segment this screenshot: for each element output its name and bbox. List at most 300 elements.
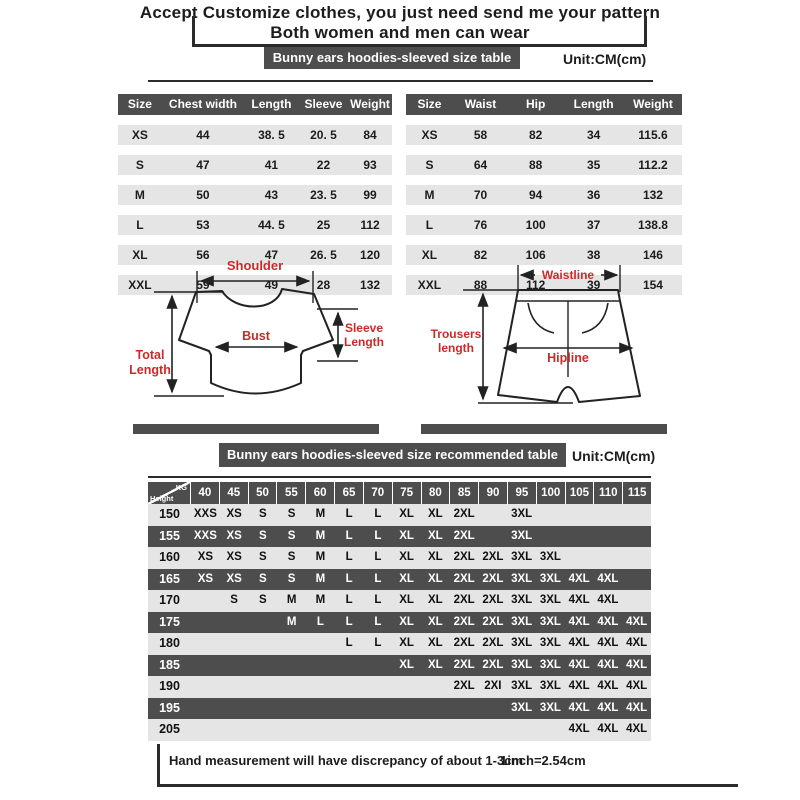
size-recommendation: XL [428, 637, 443, 649]
size-value: 43 [264, 188, 279, 202]
column-header: Size [417, 97, 442, 111]
total-length-label-2: Length [129, 363, 171, 377]
recommended-header-row [148, 482, 651, 504]
kg-column-header: 65 [335, 482, 363, 504]
size-recommendation: 4XL [568, 572, 590, 585]
size-recommendation [306, 676, 335, 698]
size-recommendation: S [259, 594, 267, 606]
size-table-header-row [406, 94, 682, 115]
recommended-row [148, 547, 651, 569]
bust-label: Bust [242, 329, 270, 343]
size-recommendation: M [315, 572, 326, 585]
size-value: 53 [196, 218, 210, 232]
divider-line [148, 80, 653, 82]
height-label: 150 [159, 507, 180, 521]
size-label: XXL [417, 278, 442, 292]
height-label: 190 [159, 679, 180, 693]
size-value: 44. 5 [258, 218, 285, 232]
size-table-row [118, 125, 392, 145]
kg-column-header: 95 [508, 482, 536, 504]
size-label: M [424, 188, 435, 202]
size-recommendation: L [345, 615, 353, 628]
size-recommendation: 4XL [626, 658, 648, 671]
size-recommendation: 2XL [482, 615, 504, 628]
size-recommendation: 4XL [568, 701, 590, 714]
size-recommendation [306, 633, 335, 655]
size-recommendation: 4XL [597, 572, 619, 585]
size-recommendation: 3XL [511, 615, 533, 628]
size-recommendation: S [259, 529, 267, 542]
size-value: 20. 5 [310, 128, 337, 142]
size-value: 88 [473, 278, 488, 292]
size-recommendation: XL [399, 551, 414, 563]
separator-bar-right [421, 424, 667, 434]
size-table-row [118, 215, 392, 235]
size-table-header-row [118, 94, 392, 115]
total-length-label-1: Total [135, 348, 165, 362]
height-label: 195 [159, 700, 180, 715]
column-header: Chest width [168, 97, 237, 111]
size-recommendation: XL [428, 508, 443, 520]
kg-column-header: 70 [364, 482, 392, 504]
hoodie-size-table-banner: Bunny ears hoodies-sleeved size table [264, 47, 520, 69]
size-label: XL [132, 248, 148, 262]
size-recommendation [479, 698, 508, 720]
waistline-label: Waistline [541, 268, 595, 282]
height-label: 155 [159, 528, 180, 543]
shoulder-label: Shoulder [226, 258, 284, 273]
corner-height-label: Height [150, 494, 174, 503]
shorts-outline [498, 290, 640, 402]
column-header: Weight [633, 97, 673, 111]
size-value: 34 [586, 128, 601, 142]
kg-column-header: 60 [306, 482, 334, 504]
size-recommendation: XS [197, 551, 214, 563]
size-recommendation: XL [428, 594, 443, 606]
size-recommendation: L [345, 551, 353, 563]
size-recommendation [191, 612, 220, 634]
size-recommendation: 4XL [568, 680, 590, 692]
size-recommendation: M [315, 551, 326, 563]
size-label: XXL [128, 278, 152, 292]
column-header: Length [573, 97, 614, 111]
size-recommendation: 4XL [568, 658, 590, 671]
recommended-row [148, 655, 651, 677]
size-recommendation: M [315, 508, 326, 520]
size-value: 70 [473, 188, 488, 202]
size-recommendation: L [345, 529, 353, 542]
size-recommendation: 4XL [568, 723, 590, 735]
size-value: 88 [529, 158, 543, 172]
height-label: 165 [159, 571, 180, 586]
size-recommendation [622, 526, 651, 548]
height-label: 180 [159, 636, 180, 650]
size-value: 94 [529, 188, 543, 202]
separator-bar-left [133, 424, 379, 434]
recommended-row [148, 612, 651, 634]
size-recommendation [335, 698, 364, 720]
recommended-row [148, 698, 651, 720]
size-value: 59 [196, 278, 210, 292]
inch-conversion: 1inch=2.54cm [500, 753, 586, 768]
size-recommendation: XL [399, 658, 414, 671]
column-header: Waist [464, 97, 497, 111]
size-recommendation: 3XL [511, 680, 533, 692]
size-recommendation: 3XL [539, 572, 561, 585]
size-recommendation [536, 504, 565, 526]
size-recommendation: 4XL [568, 615, 590, 628]
size-recommendation: 3XL [511, 594, 533, 606]
trousers-length-label-1: Trousers [430, 327, 482, 341]
sleeve-length-label-1: Sleeve [344, 321, 384, 335]
size-value: 47 [196, 158, 210, 172]
size-recommendation: 3XL [511, 658, 533, 671]
size-recommendation: XS [226, 508, 242, 520]
size-recommendation: S [287, 551, 296, 563]
size-recommendation: 3XL [511, 508, 533, 520]
recommended-size-table [148, 482, 651, 741]
size-label: XS [131, 128, 148, 142]
size-recommendation: 4XL [597, 594, 619, 606]
size-recommendation [392, 698, 421, 720]
size-table-row [406, 185, 682, 205]
size-recommendation: S [259, 551, 267, 563]
size-recommendation: XL [428, 615, 443, 628]
hipline-label: Hipline [547, 351, 589, 365]
size-value: 47 [264, 248, 279, 262]
size-value: 39 [586, 278, 601, 292]
size-recommendation [220, 655, 249, 677]
size-recommendation: S [287, 572, 296, 585]
size-recommendation: S [230, 594, 238, 606]
size-recommendation [249, 655, 278, 677]
size-recommendation: 4XL [626, 615, 648, 628]
size-recommendation [421, 698, 450, 720]
size-recommendation: 3XL [539, 551, 561, 563]
size-value: 49 [264, 278, 279, 292]
size-recommendation [335, 719, 364, 741]
height-label: 170 [159, 593, 180, 607]
size-recommendation [594, 526, 623, 548]
recommended-table-body [148, 504, 651, 741]
size-recommendation [392, 676, 421, 698]
size-recommendation: 4XL [568, 637, 590, 649]
size-recommendation: 2XL [453, 572, 475, 585]
sleeve-length-label-2: Length [344, 335, 384, 349]
size-recommendation [450, 698, 479, 720]
size-recommendation: 2XL [453, 529, 475, 542]
size-recommendation: XL [399, 637, 414, 649]
recommended-row [148, 504, 651, 526]
size-recommendation: L [345, 508, 353, 520]
size-recommendation [364, 655, 393, 677]
size-recommendation: XS [226, 529, 242, 542]
size-recommendation [536, 526, 565, 548]
size-recommendation [364, 698, 393, 720]
size-recommendation [306, 698, 335, 720]
size-table-row [406, 215, 682, 235]
size-recommendation: 2XL [453, 508, 475, 520]
divider-line-2 [148, 476, 651, 478]
size-value: 56 [196, 248, 210, 262]
size-recommendation: XXS [193, 508, 217, 520]
size-recommendation [622, 504, 651, 526]
size-value: 58 [473, 128, 488, 142]
size-value: 99 [363, 188, 377, 202]
recommended-row [148, 676, 651, 698]
column-header: Weight [350, 97, 390, 111]
size-recommendation [249, 633, 278, 655]
size-recommendation [335, 655, 364, 677]
size-recommendation: XL [399, 508, 414, 520]
size-recommendation [191, 633, 220, 655]
size-recommendation [565, 504, 594, 526]
size-value: 82 [473, 248, 488, 262]
size-recommendation: 4XL [597, 701, 619, 714]
size-recommendation: 3XL [539, 680, 561, 692]
size-recommendation: L [374, 637, 382, 649]
size-recommendation: L [374, 615, 382, 628]
page-title-line2: Both women and men can wear [270, 23, 530, 42]
size-recommendation: 3XL [511, 572, 533, 585]
size-recommendation [479, 504, 508, 526]
size-recommendation [306, 655, 335, 677]
size-recommendation: 3XL [539, 658, 561, 671]
size-recommendation: 3XL [511, 637, 533, 649]
size-value: 132 [642, 188, 663, 202]
column-header: Size [127, 97, 152, 111]
size-value: 112.2 [638, 158, 668, 172]
size-recommendation [622, 590, 651, 612]
trousers-length-label-2: length [438, 341, 474, 355]
kg-column-header: 45 [220, 482, 248, 504]
size-recommendation: XL [428, 658, 443, 671]
size-recommendation: M [315, 594, 326, 606]
size-recommendation: 2XL [482, 551, 504, 563]
height-label: 160 [159, 550, 180, 564]
size-value: 146 [642, 248, 663, 262]
size-recommendation [479, 719, 508, 741]
size-value: 82 [529, 128, 543, 142]
size-recommendation: L [345, 637, 353, 649]
recommended-table-banner: Bunny ears hoodies-sleeved size recommended table [219, 443, 566, 467]
size-recommendation: L [345, 572, 353, 585]
size-recommendation: 2XL [482, 637, 504, 649]
size-recommendation: 4XL [626, 637, 648, 649]
size-value: 154 [642, 278, 663, 292]
kg-column-header: 110 [594, 482, 622, 504]
measurement-note: Hand measurement will have discrepancy of about 1-3cm [169, 753, 524, 768]
size-recommendation [622, 547, 651, 569]
size-recommendation: XS [226, 551, 242, 563]
size-recommendation: XL [428, 572, 443, 585]
footer-bracket [157, 744, 738, 787]
size-recommendation: XL [399, 615, 414, 628]
size-value: 37 [586, 218, 601, 232]
size-recommendation [392, 719, 421, 741]
size-recommendation: 3XL [539, 615, 561, 628]
recommended-row [148, 569, 651, 591]
size-recommendation: 4XL [626, 701, 648, 714]
size-recommendation: 3XL [511, 701, 533, 714]
kg-column-header: 100 [537, 482, 565, 504]
size-value: 100 [525, 218, 546, 232]
size-label: S [135, 158, 144, 172]
size-recommendation [364, 719, 393, 741]
recommended-row [148, 719, 651, 741]
size-label: S [425, 158, 434, 172]
size-recommendation: XL [399, 572, 414, 585]
size-value: 112 [360, 218, 380, 232]
size-recommendation [220, 633, 249, 655]
size-value: 50 [196, 188, 210, 202]
size-recommendation: S [287, 508, 296, 520]
size-label: L [425, 218, 434, 232]
size-recommendation: XS [226, 572, 242, 585]
size-value: 38 [586, 248, 601, 262]
size-recommendation: L [374, 572, 382, 585]
corner-kg-label: KG [175, 483, 187, 492]
size-recommendation [277, 655, 306, 677]
size-recommendation: M [286, 615, 297, 628]
kg-column-header: 90 [479, 482, 507, 504]
size-recommendation: L [374, 529, 382, 542]
size-recommendation [565, 547, 594, 569]
size-recommendation [594, 547, 623, 569]
size-recommendation: 4XL [568, 594, 590, 606]
height-label: 175 [159, 614, 180, 629]
size-recommendation: 3XL [511, 551, 533, 563]
size-value: 25 [316, 218, 331, 232]
kg-column-header: 115 [623, 482, 651, 504]
size-recommendation [277, 698, 306, 720]
size-recommendation: 3XL [511, 529, 533, 542]
kg-column-header: 40 [191, 482, 219, 504]
size-recommendation [306, 719, 335, 741]
size-recommendation [507, 719, 536, 741]
size-value: 22 [316, 158, 331, 172]
size-recommendation: 4XL [597, 680, 619, 692]
size-value: 41 [264, 158, 279, 172]
size-table-row [118, 155, 392, 175]
size-recommendation: S [259, 508, 267, 520]
size-recommendation [622, 569, 651, 591]
size-label: XS [421, 128, 438, 142]
size-recommendation: 3XL [539, 701, 561, 714]
size-value: 120 [360, 248, 381, 262]
size-recommendation [277, 676, 306, 698]
size-value: 106 [525, 248, 546, 262]
size-recommendation: 2XL [482, 594, 504, 606]
size-recommendation: 2XL [453, 594, 475, 606]
size-recommendation: L [345, 594, 353, 606]
size-recommendation [450, 719, 479, 741]
size-recommendation: 4XL [597, 658, 619, 671]
size-recommendation: M [315, 529, 326, 542]
size-recommendation [421, 719, 450, 741]
size-recommendation: 2XL [453, 615, 475, 628]
size-recommendation: 2XL [453, 680, 475, 692]
column-header: Sleeve [304, 97, 343, 111]
column-header: Hip [526, 97, 546, 111]
size-recommendation: 2XL [482, 572, 504, 585]
shirt-measure-diagram [130, 256, 390, 408]
kg-column-header: 105 [566, 482, 594, 504]
size-recommendation: 2XI [484, 680, 502, 692]
recommended-row [148, 526, 651, 548]
size-table-row [406, 125, 682, 145]
kg-column-header: 50 [249, 482, 277, 504]
size-recommendation [191, 698, 220, 720]
size-recommendation [220, 612, 249, 634]
size-value: 138.8 [637, 218, 668, 232]
size-recommendation [220, 676, 249, 698]
size-table-row [118, 185, 392, 205]
size-value: 64 [473, 158, 488, 172]
size-recommendation: XL [399, 594, 414, 606]
size-recommendation: 3XL [539, 594, 561, 606]
size-value: 84 [363, 128, 377, 142]
recommended-row [148, 590, 651, 612]
height-label: 185 [159, 657, 180, 672]
size-recommendation: S [287, 529, 296, 542]
size-value: 28 [316, 278, 331, 292]
size-value: 26. 5 [310, 248, 337, 262]
size-value: 44 [196, 128, 210, 142]
size-recommendation [191, 655, 220, 677]
size-recommendation: XL [399, 529, 414, 542]
size-recommendation: 2XL [453, 551, 475, 563]
size-recommendation: XL [428, 551, 443, 563]
size-recommendation [191, 719, 220, 741]
kg-column-header: 55 [277, 482, 305, 504]
size-label: M [134, 188, 145, 202]
size-recommendation: L [316, 615, 324, 628]
size-recommendation: L [374, 594, 382, 606]
size-recommendation [249, 698, 278, 720]
size-value: 23. 5 [310, 188, 337, 202]
size-recommendation: XS [197, 572, 214, 585]
kg-column-header: 80 [422, 482, 450, 504]
size-recommendation [277, 633, 306, 655]
size-recommendation [249, 612, 278, 634]
size-recommendation [191, 590, 220, 612]
page-title-line1: Accept Customize clothes, you just need send me your pattern [139, 3, 661, 22]
size-recommendation [220, 719, 249, 741]
size-recommendation: 4XL [597, 615, 619, 628]
height-label: 205 [159, 722, 180, 736]
size-recommendation: L [374, 508, 382, 520]
size-recommendation [421, 676, 450, 698]
unit-label: Unit:CM(cm) [563, 51, 647, 67]
kg-height-corner-cell [148, 482, 190, 504]
size-value: 112 [526, 278, 546, 292]
kg-column-header: 75 [393, 482, 421, 504]
size-recommendation: 4XL [597, 723, 619, 735]
size-value: 76 [473, 218, 488, 232]
size-table-row [406, 155, 682, 175]
title-bracket [192, 16, 647, 47]
size-value: 35 [586, 158, 601, 172]
kg-column-header: 85 [450, 482, 478, 504]
size-recommendation [335, 676, 364, 698]
size-recommendation [191, 676, 220, 698]
recommended-row [148, 633, 651, 655]
size-recommendation [565, 526, 594, 548]
size-recommendation [220, 698, 249, 720]
size-recommendation [249, 676, 278, 698]
size-value: 115.6 [638, 128, 668, 142]
